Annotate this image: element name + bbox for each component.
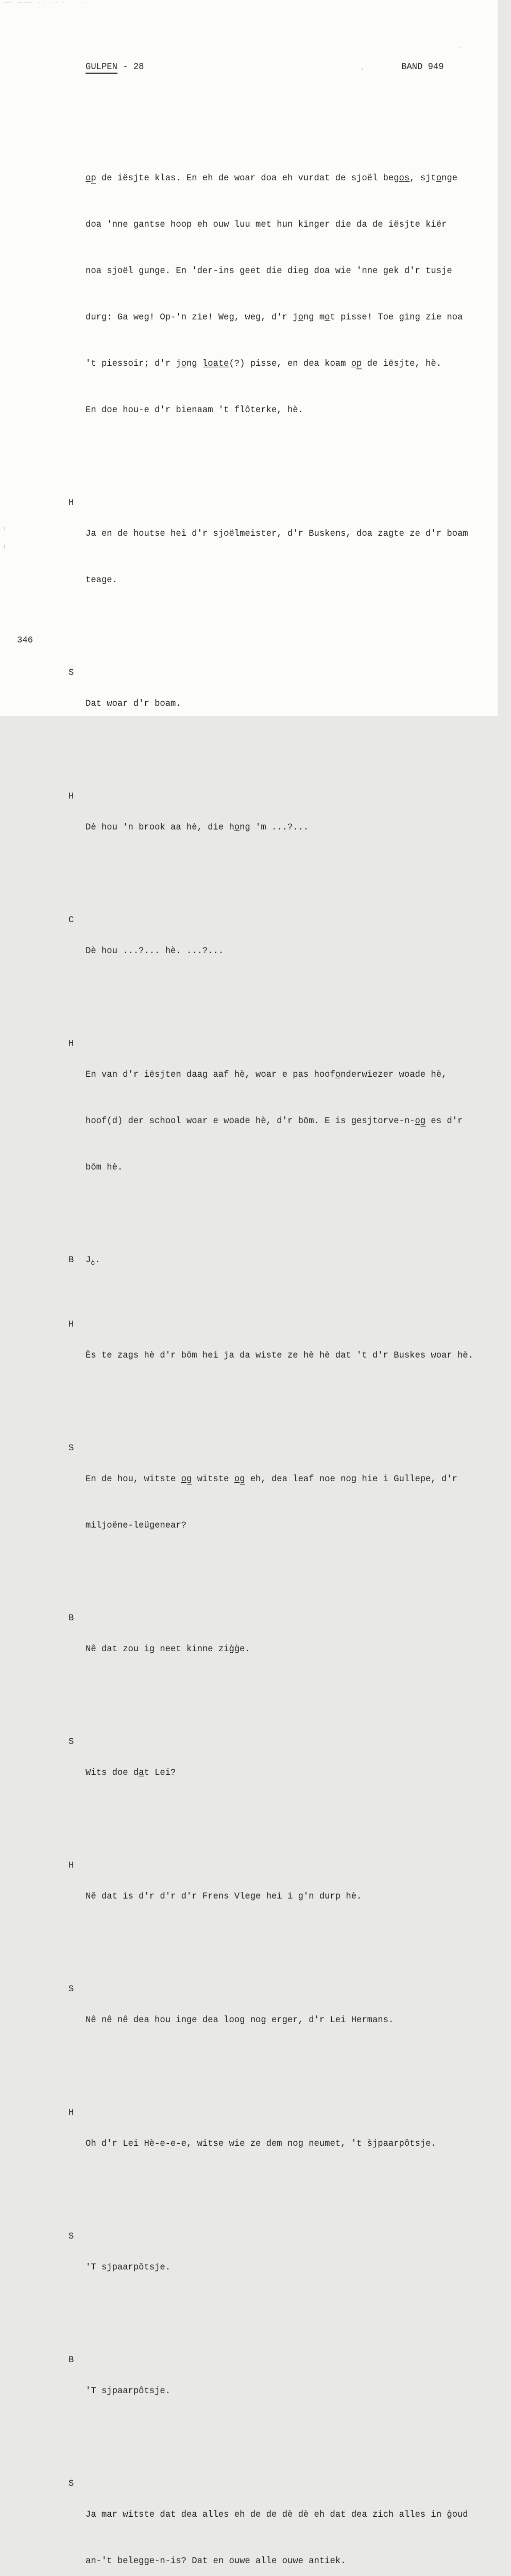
scan-speck: · [458,45,461,50]
transcript-line [69,666,486,743]
speaker-label: S [69,1737,74,1747]
dialogue-text: Wits doe da̲t Lei? [86,1768,176,1778]
document-title [86,62,144,72]
transcript-line [69,1735,486,1812]
title-number: - 28 [117,62,144,72]
dialogue-text: En van d'r iësjten daag aaf hè, woar e pas hoofo̲nderwiezer woade hè, hoof(d) der school woar e woade hè, d'r bōm. E is gesjtorve-n-o̲g̲ es d'r bōm hè. [86,1070,463,1173]
speaker-label: S [69,2232,74,2242]
speaker-label: S [69,2479,74,2489]
transcript-line [69,913,486,990]
transcript-line [69,789,486,867]
dialogue-text: Nê dat is d'r d'r d'r Frens Vlege hei i g'n durp hè. [86,1892,362,1902]
dialogue-text: Dè hou ...?... hè. ...?... [86,946,224,956]
speaker-label: H [69,2108,74,2118]
dialogue-text: Ès te zags hè d'r bōm hei ja da wiste ze hè hè dat 't d'r Buskes woar hè. [86,1351,473,1361]
scan-speck: . [361,66,364,72]
speaker-label: S [69,1444,74,1453]
speaker-label: H [69,1861,74,1871]
dialogue-text: En de hou, witste o̲g̲ witste o̲g̲ eh, dea leaf noe nog hie i Gullepe, d'r miljoëne-leügenear? [86,1475,457,1531]
transcript-line [69,1317,486,1395]
transcript [69,94,486,2576]
band-label: BAND 949 [401,62,444,72]
speaker-label: H [69,498,74,508]
transcript-line [69,496,486,619]
dialogue-text: Dè hou 'n brook aa hè, die ho̲ng 'm ...?... [86,823,309,833]
dialogue-text: 'T sjpaarpôtsje. [86,2386,171,2396]
dialogue-text: 'T sjpaarpôtsje. [86,2263,171,2273]
transcript-line [69,1858,486,1936]
page-number: 346 [17,636,33,646]
scan-artifact-marks: ——— ————— - - - - - - [4,1,84,5]
speaker-label: B [69,1256,74,1265]
speaker-label: H [69,1320,74,1330]
transcript-line [69,1441,486,1565]
transcript-line [69,2229,486,2307]
transcript-line [69,2106,486,2183]
speaker-label: H [69,1039,74,1049]
speaker-label: H [69,792,74,802]
dialogue-text: Dat woar d'r boam. [86,699,181,709]
speaker-label: B [69,2355,74,2365]
dialogue-text: Nê dat zou ig neet kinne zig̀g̀e. [86,1645,250,1654]
scan-speck: : [3,544,6,549]
transcript-line [69,2477,486,2576]
dialogue-text: Ja en de houtse hei d'r sjoëlmeister, d'r Buskens, doa zagte ze d'r boam teage. [86,529,468,585]
transcript-line [69,1253,486,1271]
dialogue-text: Oh d'r Lei Hè-e-e-e, witse wie ze dem nog neumet, 't s̀jpaarpôtsje. [86,2139,436,2149]
dialogue-text: o̲p̲ de iësjte klas. En eh de woar doa eh vurdat de sjoël bego̲s̲, sjto̲nge doa 'nne gantse hoop eh ouw luu met hun kinger die da de iësjte kiër noa sjoël gunge. En 'der-ins geet die dieg doa wie 'nne gek d'r tusje durg: Ga weg! Op-'n zie! Weg, weg, d'r jo̲ng mo̲t pisse! Toe ging zie noa 't piessoir; d'r jo̲ng l̲o̲a̲t̲e̲(?) pisse, en dea koam o̲p̲ de iësjte, hè. En doe hou-e d'r bienaam 't flôterke, hè. [86,174,463,415]
dialogue-text: $J_ò$. [86,1256,100,1267]
transcript-line [69,1982,486,2059]
speaker-label: S [69,668,74,678]
title-location: GULPEN [86,62,117,74]
transcript-line [69,2353,486,2430]
subscript-vowel: ò [91,1259,95,1267]
transcript-line [69,1037,486,1207]
dialogue-text: Ja mar witste dat dea alles eh de de dè dè eh dat dea zich alles in g̀oud an-'t belegge-n-is? Dat en ouwe alle ouwe antiek. [86,2510,468,2566]
speaker-label: C [69,916,74,925]
dialogue-text: Nê nê nê dea hou inge dea loog nog erger, d'r Lei Hermans. [86,2015,394,2025]
transcript-paragraph [69,140,486,449]
transcript-line [69,1611,486,1688]
scan-speck: : [3,527,6,532]
speaker-label: B [69,1614,74,1623]
speaker-label: S [69,1985,74,1994]
